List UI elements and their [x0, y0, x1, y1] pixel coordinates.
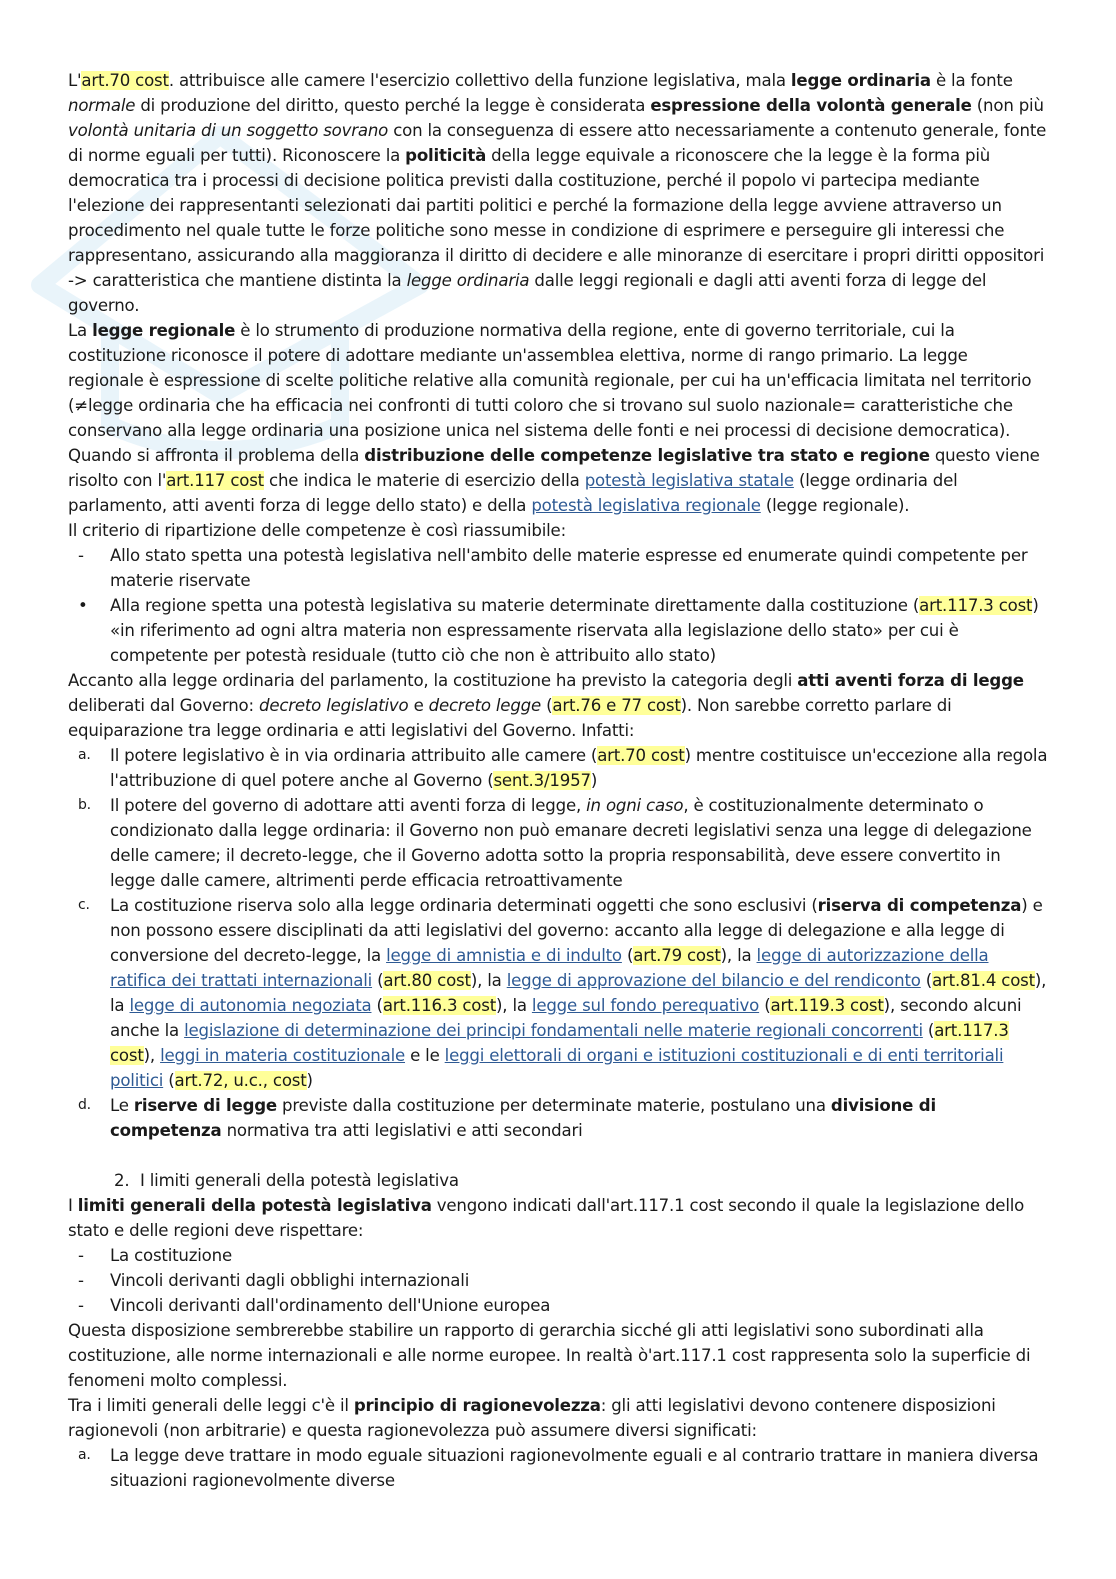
reference-highlight: art.70 cost: [597, 746, 685, 765]
section-heading: [68, 1168, 1048, 1193]
link-legge-fondo-perequativo[interactable]: legge sul fondo perequativo: [531, 996, 760, 1015]
list-marker: -: [78, 546, 84, 565]
list-marker: a.: [78, 1447, 91, 1463]
list-marker: -: [78, 1271, 84, 1290]
list-marker: -: [78, 1296, 84, 1315]
link-potesta-regionale[interactable]: potestà legislativa regionale: [531, 496, 761, 515]
list-marker: d.: [78, 1097, 91, 1113]
list-item: • Alla regione spetta una potestà legislativa su materie determinate direttamente dalla costituzione (art.117.3 cost) «in riferimento ad ogni altra materia non espressamente riservata alla legislazione dello stato» per cui è competente per potestà residuale (tutto ciò che non è attribuito allo stato): [68, 593, 1048, 668]
paragraph-criterio: Il criterio di ripartizione delle competenze è così riassumibile:: [68, 521, 566, 540]
paragraph-atti-forza-legge: Accanto alla legge ordinaria del parlamento, la costituzione ha previsto la categoria degli atti aventi forza di legge deliberati dal Governo: decreto legislativo e decreto legge (art.76 e 77 cost). Non sarebbe corretto parlare di equiparazione tra legge ordinaria e atti legislativi del Governo. Infatti:: [68, 671, 1024, 740]
link-principi-fondamentali[interactable]: legislazione di determinazione dei principi fondamentali nelle materie regionali concorrenti: [184, 1021, 923, 1040]
reference-highlight: art.79 cost: [633, 946, 721, 965]
link-leggi-elettorali[interactable]: leggi elettorali di organi e istituzioni costituzionali e di enti territoriali politici: [110, 1046, 1004, 1090]
reference-highlight: art.119.3 cost: [770, 996, 884, 1015]
list-item: d. Le riserve di legge previste dalla costituzione per determinate materie, postulano una divisione di competenza normativa tra atti legislativi e atti secondari: [68, 1093, 1048, 1143]
reference-highlight: art.80 cost: [383, 971, 471, 990]
paragraph-ragionevolezza: Tra i limiti generali delle leggi c'è il principio di ragionevolezza: gli atti legislativi devono contenere disposizioni ragionevoli (non arbitrarie) e questa ragionevolezza può assumere diversi significati:: [68, 1396, 996, 1440]
link-legge-amnistia[interactable]: legge di amnistia e di indulto: [386, 946, 622, 965]
reference-highlight: art.117.3 cost: [110, 1021, 1009, 1065]
list-marker: c.: [78, 897, 90, 913]
list-item: a. Il potere legislativo è in via ordinaria attribuito alle camere (art.70 cost) mentre costituisce un'eccezione alla regola l'attribuzione di quel potere anche al Governo (sent.3/1957): [68, 743, 1048, 793]
list-item: - La costituzione: [68, 1243, 1048, 1268]
paragraph-legge-ordinaria: L'art.70 cost. attribuisce alle camere l'esercizio collettivo della funzione legislativa, mala legge ordinaria è la fonte normale di produzione del diritto, questo perché la legge è considerata espressione della volontà generale (non più volontà unitaria di un soggetto sovrano con la conseguenza di essere atto necessariamente a contenuto generale, fonte di norme eguali per tutti). Riconoscere la politicità della legge equivale a riconoscere che la legge è la forma più democratica tra i processi di decisione politica previsti dalla costituzione, perché il popolo vi partecipa mediante l'elezione dei rappresentanti selezionati dai partiti politici e perché la formazione della legge avviene attraverso un procedimento nel quale tutte le forze politiche sono messe in condizione di esprimere e perseguire gli interessi che rappresentano, assicurando alla maggioranza il diritto di decidere e alle minoranze di esercitare i propri diritti oppositori -> caratteristica che mantiene distinta la legge ordinaria dalle leggi regionali e dagli atti aventi forza di legge del governo.: [68, 71, 1047, 315]
list-item: - Vincoli derivanti dall'ordinamento dell'Unione europea: [68, 1293, 1048, 1318]
list-item: - Allo stato spetta una potestà legislativa nell'ambito delle materie espresse ed enumerate quindi competente per materie riservate: [68, 543, 1048, 593]
list-marker: b.: [78, 797, 91, 813]
list-item: b. Il potere del governo di adottare atti aventi forza di legge, in ogni caso, è costituzionalmente determinato o condizionato dalla legge ordinaria: il Governo non può emanare decreti legislativi senza una legge di delegazione delle camere; il decreto-legge, che il Governo adotta sotto la propria responsabilità, deve essere convertito in legge dalle camere, altrimenti perde efficacia retroattivamente: [68, 793, 1048, 893]
paragraph-limiti: I limiti generali della potestà legislativa vengono indicati dall'art.117.1 cost secondo il quale la legislazione dello stato e delle regioni deve rispettare:: [68, 1196, 1025, 1240]
list-marker: a.: [78, 747, 91, 763]
link-legge-ratifica-trattati[interactable]: legge di autorizzazione della ratifica dei trattati internazionali: [110, 946, 989, 990]
section-number: 2.: [114, 1171, 130, 1190]
reference-highlight: art.70 cost: [81, 71, 169, 90]
reference-highlight: art.72, u.c., cost: [174, 1071, 307, 1090]
document-page: [68, 68, 1048, 1493]
paragraph-gerarchia: Questa disposizione sembrerebbe stabilire un rapporto di gerarchia sicché gli atti legislativi sono subordinati alla costituzione, alle norme internazionali e alle norme europee. In realtà ò'art.117.1 cost rappresenta solo la superficie di fenomeni molto complessi.: [68, 1321, 1031, 1390]
paragraph-legge-regionale: La legge regionale è lo strumento di produzione normativa della regione, ente di governo territoriale, cui la costituzione riconosce il potere di adottare mediante un'assemblea elettiva, norme di rango primario. La legge regionale è espressione di scelte politiche relative alla comunità regionale, per cui ha un'efficacia limitata nel territorio (≠legge ordinaria che ha efficacia nei confronti di tutti coloro che si trovano sul suolo nazionale= caratteristiche che conservano alla legge ordinaria una posizione unica nel sistema delle fonti e nei processi di decisione democratica). Quando si affronta il problema della distribuzione delle competenze legislative tra stato e regione questo viene risolto con l'art.117 cost che indica le materie di esercizio della potestà legislativa statale (legge ordinaria del parlamento, atti aventi forza di legge dello stato) e della potestà legislativa regionale (legge regionale).: [68, 321, 1040, 515]
reference-highlight: art.81.4 cost: [932, 971, 1035, 990]
link-legge-autonomia[interactable]: legge di autonomia negoziata: [129, 996, 372, 1015]
reference-highlight: sent.3/1957: [493, 771, 591, 790]
reference-highlight: art.76 e 77 cost: [552, 696, 681, 715]
list-item: c. La costituzione riserva solo alla legge ordinaria determinati oggetti che sono esclusivi (riserva di competenza) e non possono essere disciplinati da atti legislativi del governo: accanto alla legge di delegazione e alla legge di conversione del decreto-legge, la legge di amnistia e di indulto (art.79 cost), la legge di autorizzazione della ratifica dei trattati internazionali (art.80 cost), la legge di approvazione del bilancio e del rendiconto (art.81.4 cost), la legge di autonomia negoziata (art.116.3 cost), la legge sul fondo perequativo (art.119.3 cost), secondo alcuni anche la legislazione di determinazione dei principi fondamentali nelle materie regionali concorrenti (art.117.3 cost), leggi in materia costituzionale e le leggi elettorali di organi e istituzioni costituzionali e di enti territoriali politici (art.72, u.c., cost): [68, 893, 1048, 1093]
list-item: - Vincoli derivanti dagli obblighi internazionali: [68, 1268, 1048, 1293]
list-item: a. La legge deve trattare in modo eguale situazioni ragionevolmente eguali e al contrario trattare in maniera diversa situazioni ragionevolmente diverse: [68, 1443, 1048, 1493]
reference-highlight: art.117.3 cost: [919, 596, 1033, 615]
link-legge-bilancio[interactable]: legge di approvazione del bilancio e del rendiconto: [506, 971, 921, 990]
list-marker: -: [78, 1246, 84, 1265]
link-potesta-statale[interactable]: potestà legislativa statale: [584, 471, 794, 490]
list-marker: •: [78, 596, 88, 615]
reference-highlight: art.117 cost: [166, 471, 264, 490]
reference-highlight: art.116.3 cost: [382, 996, 497, 1015]
section-title: I limiti generali della potestà legislativa: [140, 1171, 459, 1190]
link-leggi-costituzionali[interactable]: leggi in materia costituzionale: [160, 1046, 406, 1065]
